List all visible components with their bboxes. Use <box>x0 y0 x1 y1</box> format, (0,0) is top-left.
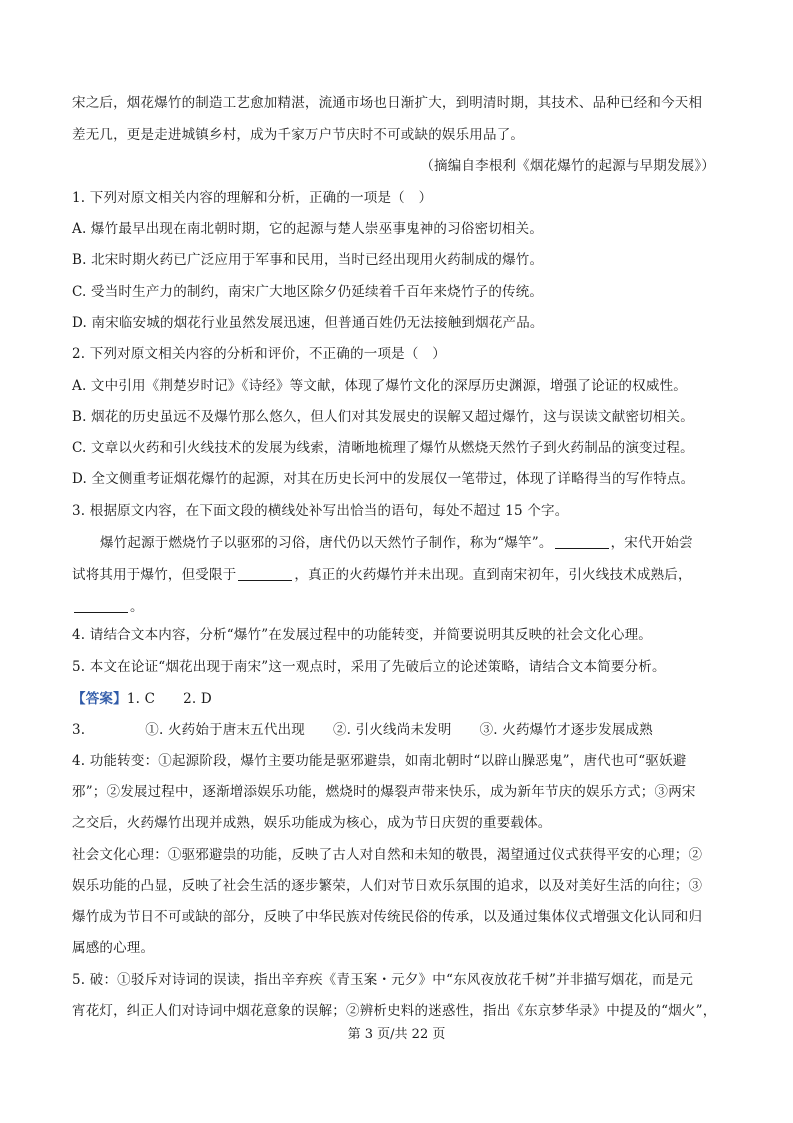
answer-tag: 【答案】 <box>72 691 127 707</box>
q3-text: ，宋代开始尝 <box>610 535 693 551</box>
q1-option-c: C. 受当时生产力的制约，南宋广大地区除夕仍延续着千百年来烧竹子的传统。 <box>72 284 544 300</box>
question-5-stem: 5. 本文在论证“烟花出现于南宋”这一观点时，采用了先破后立的论述策略，请结合文本简要分析。 <box>72 659 666 675</box>
fill-blank-3[interactable] <box>74 598 128 613</box>
q3-text: 爆竹起源于燃烧竹子以驱邪的习俗，唐代仍以天然竹子制作，称为“爆竿”。 <box>100 535 553 551</box>
fill-blank-1[interactable] <box>555 534 609 549</box>
question-3-stem: 3. 根据原文内容，在下面文段的横线处补写出恰当的语句，每处不超过 15 个字。 <box>72 503 569 519</box>
answer-2: 2. D <box>183 691 212 707</box>
question-2-stem: 2. 下列对原文相关内容的分析和评价，不正确的一项是（ ） <box>72 346 446 362</box>
q1-option-a: A. 爆竹最早出现在南北朝时期，它的起源与楚人崇巫事鬼神的习俗密切相关。 <box>72 221 544 237</box>
q1-option-b: B. 北宋时期火药已广泛应用于军事和民用，当时已经出现用火药制成的爆竹。 <box>72 252 544 268</box>
q3-paragraph-line-3 <box>72 597 732 617</box>
q2-option-d: D. 全文侧重考证烟花爆竹的起源，对其在历史长河中的发展仅一笔带过，体现了详略得当的写作特点。 <box>72 471 695 487</box>
q3-paragraph-line-1 <box>100 533 732 553</box>
answer-5-line: 宵花灯，纠正人们对诗词中烟花意象的误解；②辨析史料的迷惑性，指出《东京梦华录》中提及的“烟火”， <box>72 1003 717 1019</box>
answer-1: 1. C <box>126 691 156 707</box>
answer-4-line: 4. 功能转变：①起源阶段，爆竹主要功能是驱邪避祟，如南北朝时“以辟山臊恶鬼”，唐代也可“驱妖避 <box>72 753 687 769</box>
answer-3-number: 3. <box>72 722 86 738</box>
answer-4-line: 邪”；②发展过程中，逐渐增添娱乐功能，燃烧时的爆裂声带来快乐，成为新年节庆的娱乐方式；③两宋 <box>72 784 696 800</box>
answer-4-line: 爆竹成为节日不可或缺的部分，反映了中华民族对传统民俗的传承，以及通过集体仪式增强文化认同和归 <box>72 909 703 925</box>
page-footer: 第 3 页/共 22 页 <box>347 1027 446 1042</box>
question-1-stem: 1. 下列对原文相关内容的理解和分析，正确的一项是（ ） <box>72 190 433 206</box>
answer-5-line: 5. 破：①驳斥对诗词的误读，指出辛弃疾《青玉案・元夕》中“东风夜放花千树”并非描写烟花，而是元 <box>72 972 694 988</box>
passage-line: 差无几，更是走进城镇乡村，成为千家万户节庆时不可或缺的娱乐用品了。 <box>72 127 525 143</box>
answer-4-line: 社会文化心理：①驱邪避祟的功能，反映了古人对自然和未知的敬畏，渴望通过仪式获得平安的心理；② <box>72 847 703 863</box>
answer-3-blank-2: ②. 引火线尚未发明 <box>332 722 452 738</box>
answer-3-blank-1: ①. 火药始于唐末五代出现 <box>145 722 305 738</box>
answer-4-line: 属感的心理。 <box>72 940 155 956</box>
q3-paragraph-line-2 <box>72 565 732 585</box>
q1-option-d: D. 南宋临安城的烟花行业虽然发展迅速，但普通百姓仍无法接触到烟花产品。 <box>72 315 544 331</box>
answer-line-1-2 <box>72 689 732 709</box>
fill-blank-2[interactable] <box>238 566 292 581</box>
answer-4-line: 娱乐功能的凸显，反映了社会生活的逐步繁荣，人们对节日欢乐氛围的追求，以及对美好生活的向往；③ <box>72 878 703 894</box>
passage-line: 宋之后，烟花爆竹的制造工艺愈加精湛，流通市场也日渐扩大，到明清时期，其技术、品种已经和今天相 <box>72 95 703 111</box>
q2-option-c: C. 文章以火药和引火线技术的发展为线索，清晰地梳理了爆竹从燃烧天然竹子到火药制品的演变过程。 <box>72 440 694 456</box>
q2-option-b: B. 烟花的历史虽远不及爆竹那么悠久，但人们对其发展史的误解又超过爆竹，这与误读文献密切相关。 <box>72 409 694 425</box>
passage-source: （摘编自李根利《烟花爆竹的起源与早期发展》） <box>420 158 715 174</box>
answer-3 <box>72 720 732 740</box>
answer-3-blank-3: ③. 火药爆竹才逐步发展成熟 <box>479 722 653 738</box>
q3-text: 。 <box>130 599 144 615</box>
q3-text: ，真正的火药爆竹并未出现。直到南宋初年，引火线技术成熟后， <box>294 567 692 583</box>
question-4-stem: 4. 请结合文本内容，分析“爆竹”在发展过程中的功能转变，并简要说明其反映的社会文化心理。 <box>72 627 652 643</box>
q3-text: 试将其用于爆竹，但受限于 <box>72 567 237 583</box>
q2-option-a: A. 文中引用《荆楚岁时记》《诗经》等文献，体现了爆竹文化的深厚历史渊源，增强了论证的权威性。 <box>72 378 687 394</box>
answer-4-line: 之交后，火药爆竹出现并成熟，娱乐功能成为核心，成为节日庆贺的重要载体。 <box>72 815 552 831</box>
